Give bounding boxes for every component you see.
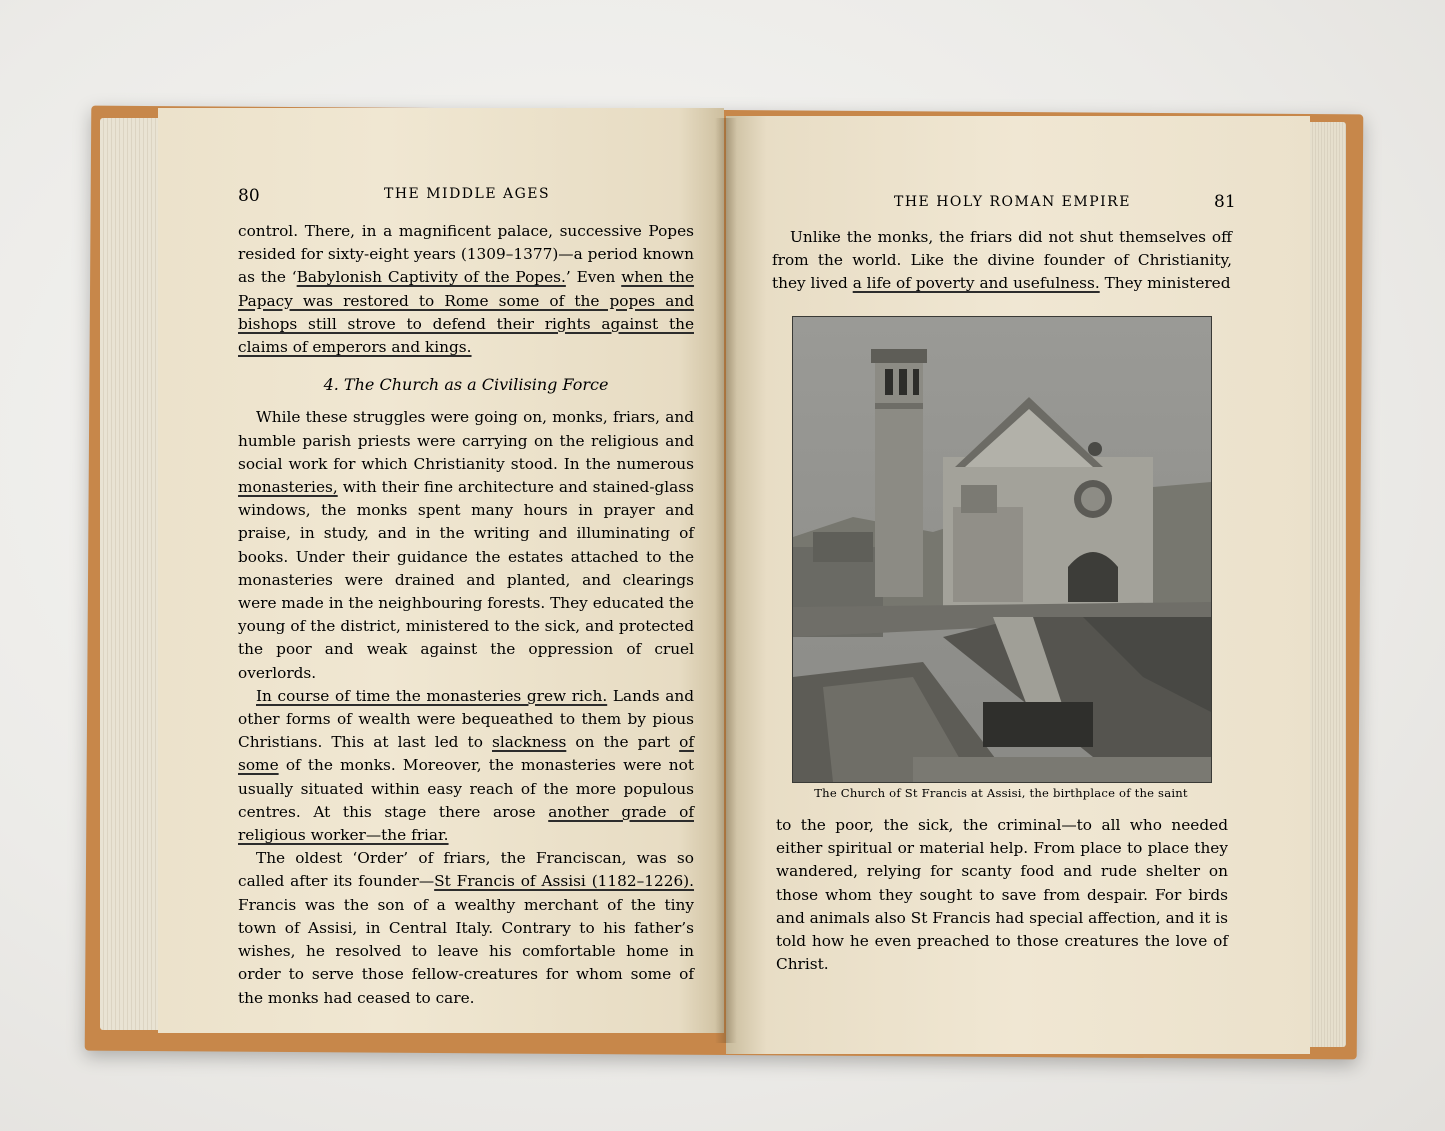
text-run: with their fine architecture and stained-glass windows, the monks spent many hours in prayer and praise, in study, and in the writing and illuminating of books. Under their guidance the estates attached to the monasteries were drained and planted, and clearings were made in the neighbouring forests. They educated the young of the district, ministered to the sick, and protected the poor and weak against the oppression of cruel overlords. bbox=[238, 478, 694, 682]
right-page-text-bottom bbox=[776, 814, 1228, 976]
text-run: Unlike the monks, the friars did not shut themselves off from the world. Like the divine founder of Christianity, they lived bbox=[772, 228, 1232, 293]
section-heading: 4. The Church as a Civilising Force bbox=[323, 375, 609, 395]
text-run: on the part bbox=[566, 733, 680, 752]
underlined-text: Babylonish Captivity of the Popes. bbox=[296, 268, 566, 287]
text-run: While these struggles were going on, monks, friars, and humble parish priests were carrying on the religious and social work for which Christianity stood. In the numerous bbox=[238, 408, 694, 473]
book-gutter bbox=[715, 118, 737, 1043]
paragraph bbox=[238, 685, 694, 847]
text-run: ’ Even bbox=[565, 268, 622, 287]
right-page-number: 81 bbox=[1214, 192, 1236, 212]
church-illustration bbox=[793, 317, 1211, 782]
text-run: Francis was the son of a wealthy merchant of the tiny town of Assisi, in Central Italy. Contrary to his father’s wishes, he resolved to leave his comfortable home in order to serve those fellow-creatures for whom some of the monks had ceased to care. bbox=[238, 895, 694, 1007]
text-run: They ministered bbox=[1099, 274, 1231, 293]
page-edges-left bbox=[100, 118, 160, 1030]
underlined-text: monasteries, bbox=[238, 478, 338, 497]
paragraph: to the poor, the sick, the criminal—to all who needed either spiritual or material help. From place to place they wandered, relying for scanty food and rude shelter on those whom they sought to save from despair. For birds and animals also St Francis had special affection, and it is told how he even preached to those creatures the love of Christ. bbox=[776, 816, 1228, 974]
paragraph bbox=[238, 406, 694, 684]
underlined-text: In course of time the monasteries grew rich. bbox=[256, 686, 608, 705]
underlined-text: a life of poverty and usefulness. bbox=[852, 274, 1100, 293]
text-run: The oldest ‘Order’ of friars, the Franciscan, was so called after its founder— bbox=[238, 849, 694, 891]
underlined-text: St Francis of Assisi (1182–1226). bbox=[434, 872, 695, 891]
left-page-text bbox=[238, 220, 694, 1010]
text-run: of the monks. Moreover, the monasteries were not usually situated within easy reach of the more populous centres. At this stage there arose bbox=[238, 756, 694, 821]
church-photograph bbox=[792, 316, 1212, 783]
left-running-head: THE MIDDLE AGES bbox=[384, 186, 551, 202]
underlined-text: of some bbox=[238, 733, 694, 775]
paragraph bbox=[238, 220, 694, 359]
paragraph bbox=[238, 847, 694, 1009]
photo-caption: The Church of St Francis at Assisi, the birthplace of the saint bbox=[814, 786, 1188, 800]
text-run: Lands and other forms of wealth were bequeathed to them by pious Christians. This at last led to bbox=[238, 686, 694, 752]
paragraph bbox=[772, 226, 1232, 296]
underlined-text: slackness bbox=[492, 733, 567, 752]
underlined-text: when the Papacy was restored to Rome some of the popes and bishops still strove to defend their rights against the claims of emperors and kings. bbox=[238, 268, 695, 357]
right-page-text-top bbox=[772, 226, 1232, 296]
text-run: control. There, in a magnificent palace, successive Popes resided for sixty-eight years (1309–1377)—a period known as the ‘ bbox=[238, 222, 694, 287]
right-running-head: THE HOLY ROMAN EMPIRE bbox=[894, 194, 1131, 210]
left-page-number: 80 bbox=[238, 186, 260, 206]
underlined-text: another grade of religious worker—the friar. bbox=[238, 802, 694, 845]
